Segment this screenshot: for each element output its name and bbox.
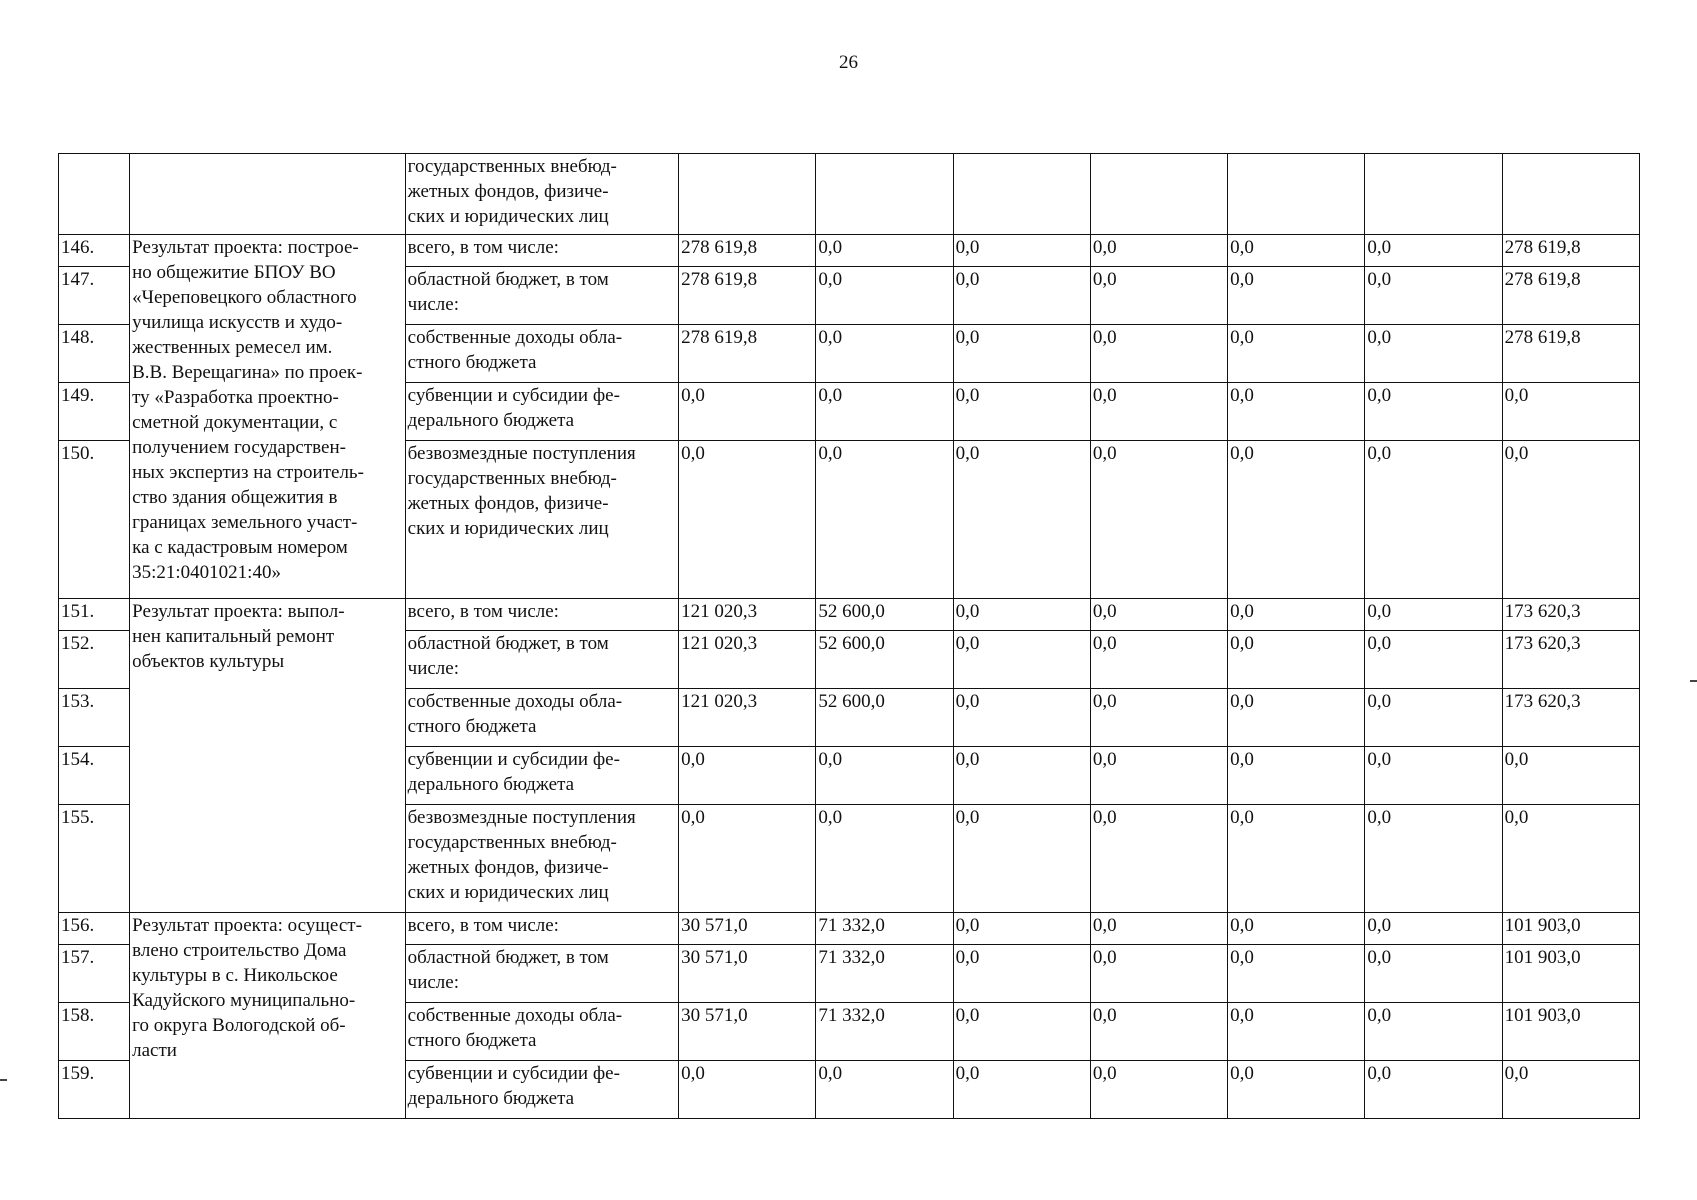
year-value: 0,0 — [953, 805, 1090, 913]
year-value: 0,0 — [1365, 599, 1502, 631]
year-value: 0,0 — [953, 689, 1090, 747]
funding-source: всего, в том числе: — [405, 913, 679, 945]
scan-margin-mark — [1690, 680, 1697, 682]
year-value: 0,0 — [1228, 599, 1365, 631]
funding-source: безвозмездные поступления государственных внебюд- жетных фондов, физиче- ских и юридических лиц — [405, 805, 679, 913]
result-description: Результат проекта: осущест- влено строительство Дома культуры в с. Никольское Кадуйского муниципально- го округа Вологодской об- ласти — [130, 913, 406, 1119]
year-value: 0,0 — [1228, 325, 1365, 383]
year-value: 0,0 — [816, 805, 953, 913]
year-value: 52 600,0 — [816, 689, 953, 747]
year-value: 0,0 — [953, 945, 1090, 1003]
year-value: 52 600,0 — [816, 631, 953, 689]
year-value: 0,0 — [816, 1061, 953, 1119]
funding-source: всего, в том числе: — [405, 599, 679, 631]
year-value: 0,0 — [1090, 689, 1227, 747]
year-value: 0,0 — [679, 441, 816, 599]
year-value — [1365, 154, 1502, 235]
funding-source: безвозмездные поступления государственных внебюд- жетных фондов, физиче- ских и юридических лиц — [405, 441, 679, 599]
year-value: 0,0 — [1228, 631, 1365, 689]
result-description: Результат проекта: построе- но общежитие БПОУ ВО «Череповецкого областного училища искусств и худо- жественных ремесел им. В.В. Верещагина» по проек- ту «Разработка проектно- сметной документации, с получением государствен- ных экспертиз на строитель- ство здания общежития в границах земельного участ- ка с кадастровым номером 35:21:0401021:40» — [130, 235, 406, 599]
year-value: 0,0 — [816, 235, 953, 267]
year-value: 0,0 — [1228, 805, 1365, 913]
table-row — [59, 599, 1640, 631]
year-value: 0,0 — [953, 631, 1090, 689]
total-value: 173 620,3 — [1502, 631, 1639, 689]
row-number — [59, 154, 130, 235]
year-value: 0,0 — [953, 267, 1090, 325]
year-value: 278 619,8 — [679, 325, 816, 383]
year-value: 0,0 — [816, 441, 953, 599]
page-number: 26 — [839, 52, 858, 73]
year-value — [816, 154, 953, 235]
year-value: 0,0 — [1365, 913, 1502, 945]
year-value: 0,0 — [1365, 383, 1502, 441]
year-value: 0,0 — [1090, 383, 1227, 441]
funding-source: собственные доходы обла- стного бюджета — [405, 1003, 679, 1061]
year-value: 0,0 — [953, 913, 1090, 945]
year-value: 0,0 — [1365, 631, 1502, 689]
row-number: 150. — [59, 441, 130, 599]
row-number: 158. — [59, 1003, 130, 1061]
total-value: 101 903,0 — [1502, 945, 1639, 1003]
year-value — [679, 154, 816, 235]
year-value — [1090, 154, 1227, 235]
year-value: 0,0 — [1228, 267, 1365, 325]
year-value: 0,0 — [1228, 913, 1365, 945]
total-value: 278 619,8 — [1502, 267, 1639, 325]
row-number: 154. — [59, 747, 130, 805]
year-value — [1228, 154, 1365, 235]
total-value: 101 903,0 — [1502, 1003, 1639, 1061]
year-value: 278 619,8 — [679, 267, 816, 325]
table-body — [59, 154, 1640, 1119]
row-number: 155. — [59, 805, 130, 913]
year-value: 0,0 — [1090, 267, 1227, 325]
year-value: 30 571,0 — [679, 1003, 816, 1061]
total-value: 0,0 — [1502, 383, 1639, 441]
total-value: 278 619,8 — [1502, 325, 1639, 383]
row-number: 159. — [59, 1061, 130, 1119]
year-value: 0,0 — [1090, 747, 1227, 805]
year-value: 0,0 — [1090, 235, 1227, 267]
funding-source: государственных внебюд- жетных фондов, физиче- ских и юридических лиц — [405, 154, 679, 235]
year-value: 0,0 — [679, 383, 816, 441]
year-value: 0,0 — [1090, 945, 1227, 1003]
row-number: 146. — [59, 235, 130, 267]
year-value: 0,0 — [953, 599, 1090, 631]
table-row — [59, 154, 1640, 235]
year-value: 0,0 — [1090, 599, 1227, 631]
funding-source: областной бюджет, в том числе: — [405, 631, 679, 689]
table-row — [59, 913, 1640, 945]
year-value: 0,0 — [1228, 1003, 1365, 1061]
year-value: 30 571,0 — [679, 913, 816, 945]
year-value: 0,0 — [1090, 1003, 1227, 1061]
result-description — [130, 154, 406, 235]
year-value: 0,0 — [1365, 325, 1502, 383]
funding-source: субвенции и субсидии фе- дерального бюджета — [405, 1061, 679, 1119]
year-value: 0,0 — [1228, 747, 1365, 805]
total-value: 0,0 — [1502, 805, 1639, 913]
year-value: 0,0 — [1090, 805, 1227, 913]
year-value: 71 332,0 — [816, 913, 953, 945]
total-value: 101 903,0 — [1502, 913, 1639, 945]
row-number: 157. — [59, 945, 130, 1003]
year-value: 0,0 — [953, 441, 1090, 599]
row-number: 151. — [59, 599, 130, 631]
year-value: 71 332,0 — [816, 945, 953, 1003]
year-value: 0,0 — [1365, 441, 1502, 599]
year-value: 0,0 — [1228, 383, 1365, 441]
year-value: 0,0 — [953, 747, 1090, 805]
year-value: 52 600,0 — [816, 599, 953, 631]
year-value: 0,0 — [1365, 805, 1502, 913]
total-value: 0,0 — [1502, 441, 1639, 599]
year-value: 0,0 — [1365, 689, 1502, 747]
year-value: 0,0 — [1228, 235, 1365, 267]
scan-margin-mark — [0, 1079, 7, 1081]
row-number: 156. — [59, 913, 130, 945]
year-value: 0,0 — [816, 383, 953, 441]
year-value: 0,0 — [1365, 945, 1502, 1003]
year-value: 0,0 — [953, 1003, 1090, 1061]
year-value: 0,0 — [1090, 441, 1227, 599]
year-value: 0,0 — [1365, 1003, 1502, 1061]
year-value — [953, 154, 1090, 235]
total-value: 173 620,3 — [1502, 599, 1639, 631]
year-value: 0,0 — [816, 267, 953, 325]
year-value: 121 020,3 — [679, 631, 816, 689]
year-value: 0,0 — [1365, 1061, 1502, 1119]
year-value: 278 619,8 — [679, 235, 816, 267]
year-value: 0,0 — [1365, 267, 1502, 325]
total-value: 0,0 — [1502, 747, 1639, 805]
row-number: 149. — [59, 383, 130, 441]
result-description: Результат проекта: выпол- нен капитальный ремонт объектов культуры — [130, 599, 406, 913]
year-value: 0,0 — [1090, 631, 1227, 689]
year-value: 0,0 — [679, 1061, 816, 1119]
table-row — [59, 235, 1640, 267]
row-number: 153. — [59, 689, 130, 747]
year-value: 0,0 — [1365, 235, 1502, 267]
funding-source: областной бюджет, в том числе: — [405, 267, 679, 325]
year-value: 0,0 — [1090, 1061, 1227, 1119]
funding-source: областной бюджет, в том числе: — [405, 945, 679, 1003]
funding-source: субвенции и субсидии фе- дерального бюджета — [405, 383, 679, 441]
year-value: 0,0 — [1228, 945, 1365, 1003]
year-value: 0,0 — [1090, 913, 1227, 945]
year-value: 0,0 — [816, 325, 953, 383]
year-value: 0,0 — [953, 383, 1090, 441]
funding-source: собственные доходы обла- стного бюджета — [405, 325, 679, 383]
row-number: 152. — [59, 631, 130, 689]
total-value: 173 620,3 — [1502, 689, 1639, 747]
total-value — [1502, 154, 1639, 235]
year-value: 0,0 — [1090, 325, 1227, 383]
row-number: 148. — [59, 325, 130, 383]
total-value: 0,0 — [1502, 1061, 1639, 1119]
year-value: 0,0 — [1228, 689, 1365, 747]
year-value: 30 571,0 — [679, 945, 816, 1003]
year-value: 0,0 — [816, 747, 953, 805]
total-value: 278 619,8 — [1502, 235, 1639, 267]
year-value: 0,0 — [953, 235, 1090, 267]
year-value: 71 332,0 — [816, 1003, 953, 1061]
year-value: 0,0 — [953, 325, 1090, 383]
year-value: 0,0 — [679, 747, 816, 805]
budget-table — [58, 153, 1640, 1119]
year-value: 0,0 — [1365, 747, 1502, 805]
year-value: 0,0 — [1228, 1061, 1365, 1119]
year-value: 121 020,3 — [679, 599, 816, 631]
funding-source: всего, в том числе: — [405, 235, 679, 267]
row-number: 147. — [59, 267, 130, 325]
year-value: 0,0 — [679, 805, 816, 913]
funding-source: собственные доходы обла- стного бюджета — [405, 689, 679, 747]
year-value: 0,0 — [1228, 441, 1365, 599]
year-value: 0,0 — [953, 1061, 1090, 1119]
year-value: 121 020,3 — [679, 689, 816, 747]
funding-source: субвенции и субсидии фе- дерального бюджета — [405, 747, 679, 805]
